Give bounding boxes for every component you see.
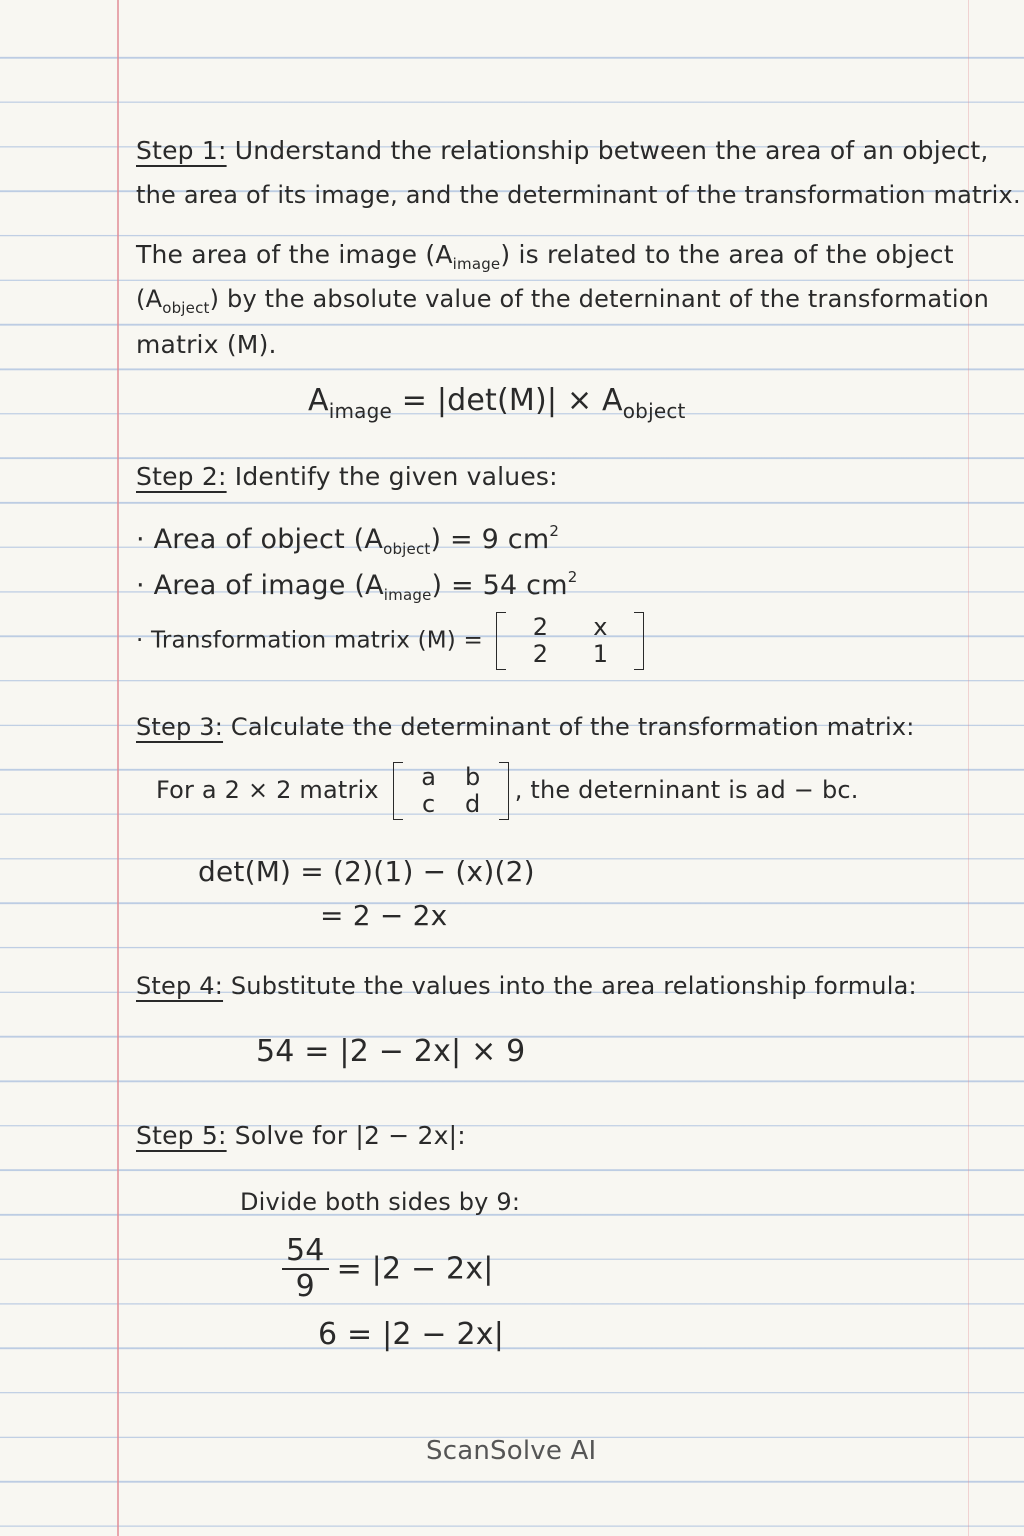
margin-line-right [968, 0, 969, 1536]
divide-instruction: Divide both sides by 9: [240, 1188, 521, 1216]
step3-label: Step 3: [136, 713, 224, 741]
mc: c [421, 790, 436, 818]
area-formula [308, 383, 686, 423]
step2-title: Identify the given values: [234, 462, 558, 491]
margin-line [117, 0, 119, 1536]
footer-brand: ScanSolve AI [426, 1436, 597, 1466]
step1-title-a: Understand the relationship between the area of an object, [234, 136, 989, 165]
b1-sub: object [383, 540, 431, 558]
formula-b-sub: object [622, 399, 686, 423]
p1a-text: The area of the image (A [136, 240, 453, 269]
step1-paragraph-line2 [136, 285, 989, 317]
generic-matrix [393, 762, 509, 820]
p1b-sub: object [162, 299, 210, 317]
p1a-sub: image [452, 255, 501, 273]
mb: b [464, 763, 481, 791]
bracket-left [496, 612, 506, 670]
b2-sub: image [383, 586, 432, 604]
step4-title: Substitute the values into the area relationship formula: [230, 972, 917, 1000]
bracket-right [634, 612, 644, 670]
b3-text: · Transformation matrix (M) = [136, 627, 483, 654]
step1-paragraph-line3: matrix (M). [136, 330, 277, 359]
b1-rest: ) = 9 cm [430, 524, 550, 555]
rule-b: , the deterninant is ad − bc. [514, 776, 859, 804]
m22: 1 [592, 640, 609, 668]
step5-label: Step 5: [136, 1121, 227, 1150]
det-line2: = 2 − 2x [320, 899, 448, 932]
md: d [464, 790, 481, 818]
step4-heading [136, 972, 917, 1000]
rule-a: For a 2 × 2 matrix [156, 776, 379, 804]
step1-paragraph-line1 [136, 240, 954, 273]
substituted-equation: 54 = |2 − 2x| × 9 [256, 1034, 526, 1069]
det-line1: det(M) = (2)(1) − (x)(2) [198, 855, 535, 888]
m21: 2 [532, 640, 549, 668]
step1-label: Step 1: [136, 136, 227, 165]
step2-label: Step 2: [136, 462, 227, 491]
formula-a-sub: image [328, 399, 393, 423]
formula-mid: = |det(M)| × A [392, 383, 623, 418]
formula-a: A [308, 383, 329, 418]
step1-title-b: the area of its image, and the determinant of the transformation matrix. [136, 181, 1021, 209]
fraction-denominator: 9 [295, 1269, 315, 1304]
bracket-left [393, 762, 403, 820]
determinant-rule [156, 762, 859, 820]
b2-text: · Area of image (A [136, 570, 384, 601]
given-image-area [136, 568, 577, 604]
given-matrix [136, 612, 650, 670]
m11: 2 [532, 613, 549, 641]
b1-sup: 2 [549, 522, 560, 540]
p1b-rest: ) by the absolute value of the deterninant of the transformation [209, 285, 990, 313]
fraction-numerator: 54 [282, 1234, 329, 1270]
ma: a [421, 763, 437, 791]
p1a-rest: ) is related to the area of the object [500, 240, 954, 269]
fraction-equation [282, 1234, 494, 1304]
p1b-text: (A [136, 285, 163, 313]
matrix-m [496, 612, 644, 670]
b2-sup: 2 [567, 568, 578, 586]
step3-heading [136, 713, 915, 741]
step2-heading [136, 462, 558, 491]
step3-title: Calculate the determinant of the transformation matrix: [230, 713, 915, 741]
fraction-rest: = |2 − 2x| [336, 1251, 494, 1287]
b1-text: · Area of object (A [136, 524, 384, 555]
given-object-area [136, 522, 559, 558]
b2-rest: ) = 54 cm [431, 570, 568, 601]
step1-heading [136, 136, 989, 165]
final-equation: 6 = |2 − 2x| [318, 1317, 505, 1352]
m12: x [593, 613, 608, 641]
fraction [282, 1234, 329, 1304]
bracket-right [499, 762, 509, 820]
step4-label: Step 4: [136, 972, 224, 1000]
step5-heading [136, 1121, 466, 1150]
step5-title: Solve for |2 − 2x|: [234, 1121, 466, 1150]
